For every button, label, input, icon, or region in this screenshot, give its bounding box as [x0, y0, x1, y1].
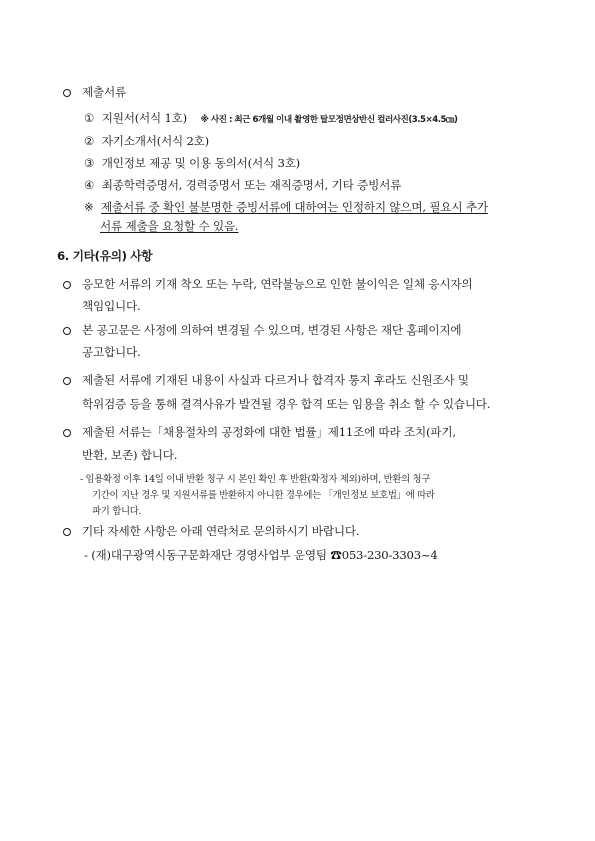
submission-item-2: [84, 133, 209, 149]
notice-3-line2: 학위검증 등을 통해 결격사유가 발견될 경우 합격 또는 임용을 취소 할 수 있습니다.: [82, 397, 491, 411]
submission-item-1: [84, 110, 457, 128]
item-text: 최종학력증명서, 경력증명서 또는 재직증명서, 기타 증빙서류: [101, 178, 402, 192]
item-marker: ①: [84, 111, 95, 125]
sub-note-line3: 파기 합니다.: [92, 506, 142, 517]
submission-warning-line2: 서류 제출을 요청할 수 있음.: [100, 219, 239, 233]
contact-line: - (재)대구광역시동구문화재단 경영사업부 운영팀 ☎053-230-3303~4: [84, 548, 438, 562]
warning-text: 제출서류 중 확인 불분명한 증빙서류에 대하여는 인정하지 않으며, 필요시 추가: [101, 200, 488, 214]
item-marker: ②: [84, 134, 95, 148]
submission-item-3: [84, 155, 300, 171]
bullet-circle: [63, 528, 71, 536]
item-text: 지원서(서식 1호): [101, 111, 188, 125]
bullet-circle: [63, 327, 71, 335]
notice-3-line1: 제출된 서류에 기재된 내용이 사실과 다르거나 합격자 통지 후라도 신원조사 및: [82, 373, 469, 387]
item-marker: ③: [84, 156, 95, 170]
bullet-circle: [63, 281, 71, 289]
photo-note: ※ 사진 : 최근 6개월 이내 촬영한 탈모정면상반신 컬러사진(3.5×4.5㎝): [200, 115, 458, 125]
notice-4-line2: 반환, 보존) 합니다.: [82, 448, 178, 462]
item-text: 자기소개서(서식 2호): [101, 134, 210, 148]
item-text: 개인정보 제공 및 이용 동의서(서식 3호): [101, 156, 300, 170]
submission-item-4: [84, 177, 401, 193]
notice-1-line1: 응모한 서류의 기재 착오 또는 누락, 연락불능으로 인한 불이익은 일체 응시자의: [82, 277, 473, 291]
notice-2-line2: 공고합니다.: [82, 345, 141, 359]
notice-4-line1: 제출된 서류는「채용절차의 공정화에 대한 법률」제11조에 따라 조치(파기,: [82, 425, 456, 439]
notice-1-line2: 책임입니다.: [82, 299, 141, 313]
sub-note-line2: 기간이 지난 경우 및 지원서류를 반환하지 아니한 경우에는 「개인정보 보호법」에 따라: [92, 490, 435, 501]
bullet-circle: [63, 377, 71, 385]
section-heading: 6. 기타(유의) 사항: [57, 249, 153, 263]
bullet-circle: [63, 429, 71, 437]
item-marker: ④: [84, 178, 95, 192]
bullet-circle: [63, 89, 71, 97]
notice-5: 기타 자세한 사항은 아래 연락처로 문의하시기 바랍니다.: [82, 524, 360, 538]
sub-note-line1: - 임용확정 이후 14일 이내 반환 청구 시 본인 확인 후 반환(확정자 제외)하며, 반환의 청구: [80, 474, 431, 485]
submission-title: 제출서류: [82, 85, 126, 99]
notice-2-line1: 본 공고문은 사정에 의하여 변경될 수 있으며, 변경된 사항은 재단 홈페이지에: [82, 323, 462, 337]
warning-marker: ※: [84, 200, 94, 214]
submission-warning-line1: [84, 199, 488, 215]
